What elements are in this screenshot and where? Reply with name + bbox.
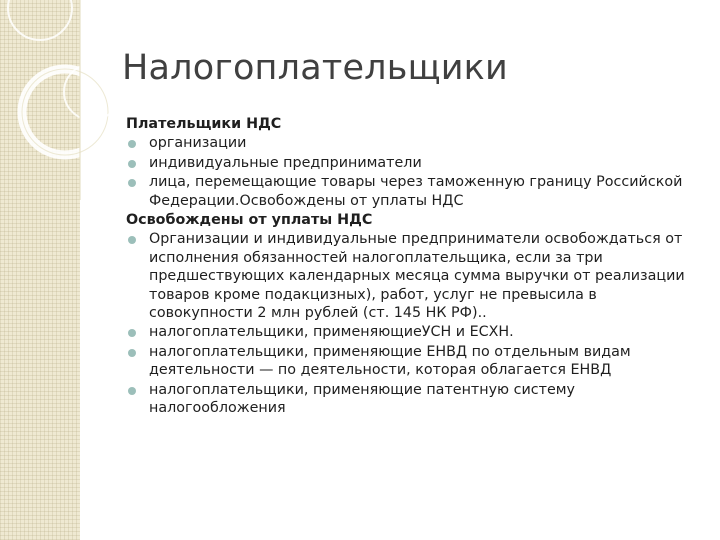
list-item-text: налогоплательщики, применяющие патентную систему налогообложения: [149, 381, 576, 417]
list-item: [126, 230, 698, 322]
page-title: Налогоплательщики: [122, 48, 508, 88]
list-item-text: лица, перемещающие товары через таможенную границу Российской Федерации.Освобождены от уплаты НДС: [149, 174, 683, 209]
list-item: [126, 323, 698, 341]
bullet-icon: [128, 329, 136, 337]
list-item: [126, 381, 698, 418]
list-item-text: организации: [149, 135, 247, 152]
section-heading-exempt: Освобождены от уплаты НДС: [126, 212, 373, 229]
bullet-icon: [128, 140, 136, 148]
list-item-text: налогоплательщики, применяющие ЕНВД по отдельным видам деятельности — по деятельности, которая облагается ЕНВД: [149, 343, 631, 379]
decorative-circles: [0, 0, 140, 200]
list-item: [126, 343, 698, 380]
bullet-icon: [128, 349, 136, 357]
exempt-list: [126, 230, 698, 417]
payers-list: [126, 134, 698, 210]
slide-content: [126, 115, 698, 419]
list-item: [126, 134, 698, 152]
bullet-icon: [128, 387, 136, 395]
list-item: [126, 173, 698, 210]
list-item: [126, 154, 698, 172]
list-item-text: Организации и индивидуальные предприниматели освобождаться от исполнения обязанностей налогоплательщика, если за три предшествующих календарных месяца сумма выручки от реализации товаров кроме подакцизных), работ, услуг не превысила в совокупности 2 млн рублей (ст. 145 НК РФ)..: [149, 231, 685, 322]
section-heading-payers: Плательщики НДС: [126, 116, 282, 132]
bullet-icon: [128, 236, 136, 244]
bullet-icon: [128, 179, 136, 187]
list-item-text: индивидуальные предприниматели: [149, 154, 422, 171]
list-item-text: налогоплательщики, применяющиеУСН и ЕСХН.: [149, 324, 514, 341]
bullet-icon: [128, 160, 136, 168]
